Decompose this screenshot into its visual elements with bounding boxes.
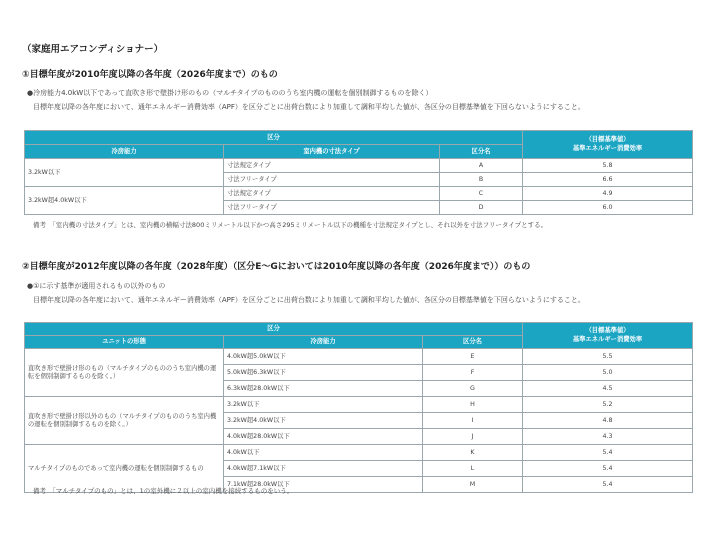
s2-capacity-cell: 7.1kW超28.0kW以下 <box>224 477 423 493</box>
table-row <box>25 349 693 365</box>
section1-heading: ①目標年度が2010年度以降の各年度（2026年度まで）のもの <box>22 70 278 80</box>
s2-value-cell: 5.5 <box>523 349 693 365</box>
s2-class-cell: M <box>423 477 523 493</box>
s2-class-cell: E <box>423 349 523 365</box>
s2-value-cell: 5.4 <box>523 461 693 477</box>
s1-value-header <box>523 131 693 159</box>
s1-value-cell: 6.6 <box>523 173 693 187</box>
s2-class-cell: G <box>423 381 523 397</box>
s2-capacity-cell: 4.0kW超5.0kW以下 <box>224 349 423 365</box>
s1-header-group: 区分 <box>25 131 523 145</box>
s2-form-cell: マルチタイプのものであって室内機の運転を個別制御するもの <box>25 445 224 493</box>
s2-capacity-cell: 4.0kW超28.0kW以下 <box>224 429 423 445</box>
s1-value-header-line2: 基準エネルギー消費効率 <box>572 144 643 152</box>
s1-capacity-cell: 3.2kW超4.0kW以下 <box>25 187 224 215</box>
s1-value-cell: 6.0 <box>523 201 693 215</box>
s2-class-cell: H <box>423 397 523 413</box>
section1-note: 備考 「室内機の寸法タイプ」とは、室内機の横幅寸法800ミリメートル以下かつ高さ295ミリメートル以下の機種を寸法規定タイプとし、それ以外を寸法フリータイプとする。 <box>33 221 548 229</box>
s2-value-cell: 5.4 <box>523 445 693 461</box>
s1-header-dimension-type: 室内機の寸法タイプ <box>224 145 440 159</box>
s1-type-cell: 寸法フリータイプ <box>224 201 440 215</box>
s2-value-cell: 5.4 <box>523 477 693 493</box>
s2-class-cell: F <box>423 365 523 381</box>
s2-form-cell: 直吹き形で壁掛け形以外のもの（マルチタイプのもののうち室内機の運転を個別制御するものを除く。） <box>25 397 224 445</box>
s2-value-cell: 4.3 <box>523 429 693 445</box>
s2-capacity-cell: 6.3kW超28.0kW以下 <box>224 381 423 397</box>
s1-class-cell: B <box>440 173 523 187</box>
s2-value-cell: 4.8 <box>523 413 693 429</box>
s2-form-cell: 直吹き形で壁掛け形のもの（マルチタイプのもののうち室内機の運転を個別制御するものを除く。） <box>25 349 224 397</box>
section2-note: 備考 「マルチタイプのもの」とは、1の室外機に２以上の室内機を接続するものをいう。 <box>33 487 294 495</box>
table-row <box>25 187 693 201</box>
section1-bullet: ●冷房能力4.0kW以下であって直吹き形で壁掛け形のもの（マルチタイプのもののうち室内機の運転を個別制御するものを除く） <box>27 89 433 97</box>
s2-value-header-line1: （目標基準値） <box>585 327 630 334</box>
s2-capacity-cell: 4.0kW超7.1kW以下 <box>224 461 423 477</box>
s2-value-header <box>523 323 693 349</box>
s1-type-cell: 寸法規定タイプ <box>224 187 440 201</box>
s1-capacity-cell: 3.2kW以下 <box>25 159 224 187</box>
s2-header-group: 区分 <box>25 323 523 336</box>
s2-value-cell: 4.5 <box>523 381 693 397</box>
s1-class-cell: C <box>440 187 523 201</box>
s2-class-cell: I <box>423 413 523 429</box>
table-row <box>25 159 693 173</box>
s2-value-cell: 5.2 <box>523 397 693 413</box>
s1-value-header-line1: （目標基準値） <box>585 136 630 143</box>
s2-header-capacity: 冷房能力 <box>224 336 423 349</box>
s2-class-cell: K <box>423 445 523 461</box>
section2-heading: ②目標年度が2012年度以降の各年度（2028年度）（区分E～Gにおいては2010年度以降の各年度（2026年度まで））のもの <box>22 262 531 272</box>
section2-table <box>24 322 693 493</box>
s2-value-cell: 5.0 <box>523 365 693 381</box>
s1-header-capacity: 冷房能力 <box>25 145 224 159</box>
table-row <box>25 445 693 461</box>
s1-value-cell: 4.9 <box>523 187 693 201</box>
s2-capacity-cell: 4.0kW以下 <box>224 445 423 461</box>
s1-value-cell: 5.8 <box>523 159 693 173</box>
section2-bullet: ●①に示す基準が適用されるもの以外のもの <box>27 282 166 290</box>
s1-class-cell: A <box>440 159 523 173</box>
section2-text: 目標年度以降の各年度において、通年エネルギー消費効率（APF）を区分ごとに出荷台数により加重して調和平均した値が、各区分の目標基準値を下回らないようにすること。 <box>33 296 585 304</box>
s1-type-cell: 寸法フリータイプ <box>224 173 440 187</box>
s2-capacity-cell: 3.2kW以下 <box>224 397 423 413</box>
s2-value-header-line2: 基準エネルギー消費効率 <box>572 335 643 343</box>
s2-capacity-cell: 5.0kW超6.3kW以下 <box>224 365 423 381</box>
s2-class-cell: J <box>423 429 523 445</box>
s2-capacity-cell: 3.2kW超4.0kW以下 <box>224 413 423 429</box>
section1-text: 目標年度以降の各年度において、通年エネルギー消費効率（APF）を区分ごとに出荷台数により加重して調和平均した値が、各区分の目標基準値を下回らないようにすること。 <box>33 103 585 111</box>
s2-header-class-name: 区分名 <box>423 336 523 349</box>
s1-header-class-name: 区分名 <box>440 145 523 159</box>
s2-class-cell: L <box>423 461 523 477</box>
s1-type-cell: 寸法規定タイプ <box>224 159 440 173</box>
s2-header-unit-form: ユニットの形態 <box>25 336 224 349</box>
s1-class-cell: D <box>440 201 523 215</box>
section1-table <box>24 130 693 215</box>
page-title: （家庭用エアコンディショナー） <box>22 44 164 55</box>
table-row <box>25 397 693 413</box>
